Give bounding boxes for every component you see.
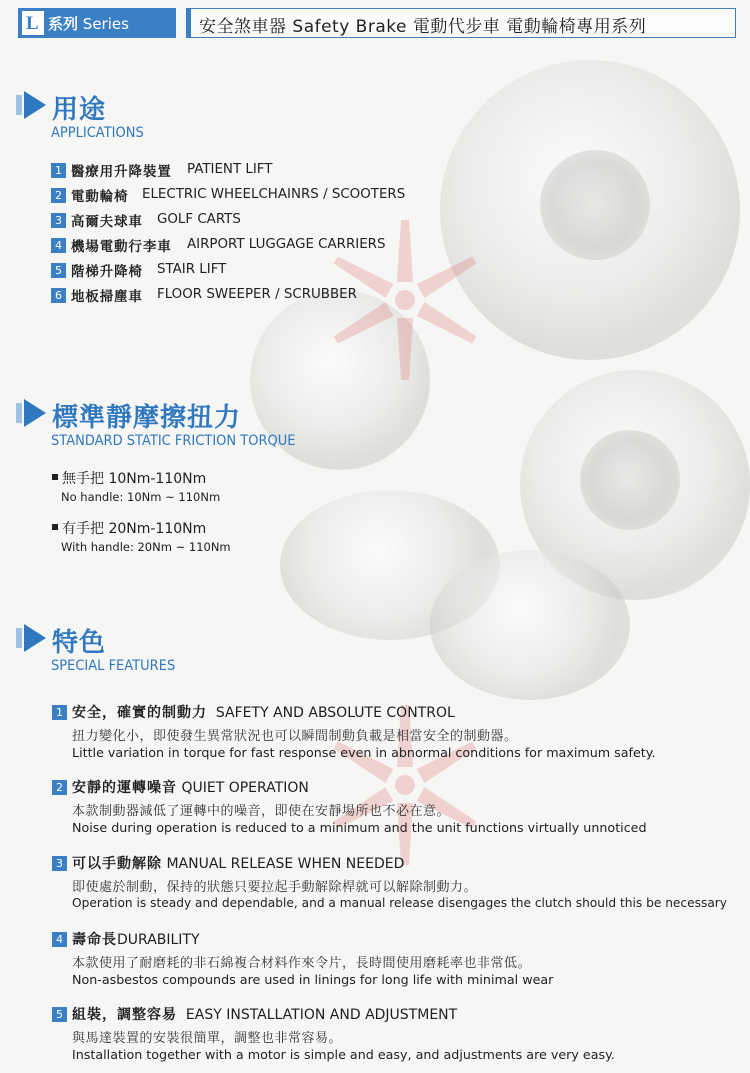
feature-desc-en: Operation is steady and dependable, and a manual release disengages the clutch should this be necessary xyxy=(72,896,728,910)
feature-title-en: DURABILITY xyxy=(117,932,200,948)
series-letter-box xyxy=(22,11,44,35)
arrow-right-icon xyxy=(16,91,46,119)
feature-desc-en: Noise during operation is reduced to a minimum and the unit functions virtually unnoticed xyxy=(72,820,647,835)
arrow-right-icon xyxy=(16,624,46,652)
brake-photo-hub xyxy=(540,150,650,260)
section-title-zh: 標準靜摩擦扭力 xyxy=(52,403,242,433)
number-badge: 3 xyxy=(52,856,67,871)
feature-desc-en: Installation together with a motor is simple and easy, and adjustments are very easy. xyxy=(72,1047,615,1062)
feature-title-en: MANUAL RELEASE WHEN NEEDED xyxy=(166,856,405,872)
feature-title-en: EASY INSTALLATION AND ADJUSTMENT xyxy=(185,1007,458,1023)
section-title-en: APPLICATIONS xyxy=(51,125,144,141)
feature-title-en: QUIET OPERATION xyxy=(181,780,309,796)
brake-photo-bottom xyxy=(430,550,630,700)
feature-title-zh: 安全，確實的制動力 xyxy=(72,705,207,721)
feature-desc-zh: 本款使用了耐磨耗的非石綿複合材料作來令片，長時間使用磨耗率也非常低。 xyxy=(72,956,532,971)
number-badge: 5 xyxy=(51,263,66,278)
section-title-en: STANDARD STATIC FRICTION TORQUE xyxy=(51,433,296,449)
number-badge: 4 xyxy=(51,238,66,253)
arrow-right-icon xyxy=(16,399,46,427)
feature-title-zh: 可以手動解除 xyxy=(72,856,162,872)
feature-title-zh: 壽命長 xyxy=(72,932,117,948)
series-badge xyxy=(18,8,176,38)
item-label-en: PATIENT LIFT xyxy=(187,162,273,177)
section-title-en: SPECIAL FEATURES xyxy=(51,658,176,674)
torque-range-zh: 無手把 10Nm-110Nm xyxy=(62,471,207,487)
torque-range-en: With handle: 20Nm ~ 110Nm xyxy=(61,540,231,554)
feature-desc-zh: 與馬達裝置的安裝很簡單，調整也非常容易。 xyxy=(72,1031,343,1046)
brake-photo-right-hub xyxy=(580,430,680,530)
bullet-square-icon xyxy=(52,524,58,530)
series-label-en: Series xyxy=(82,15,129,33)
item-label-zh: 電動輪椅 xyxy=(71,190,129,205)
feature-title-en: SAFETY AND ABSOLUTE CONTROL xyxy=(215,705,455,721)
series-label-zh: 系列 xyxy=(48,15,79,33)
series-letter: L xyxy=(26,13,39,34)
page-title: 安全煞車器 Safety Brake 電動代步車 電動輪椅專用系列 xyxy=(199,17,647,37)
item-label-zh: 地板掃塵車 xyxy=(71,290,143,305)
feature-title-zh: 安靜的運轉噪音 xyxy=(72,780,177,796)
feature-title-zh: 組裝，調整容易 xyxy=(72,1007,177,1023)
feature-desc-zh: 本款制動器減低了運轉中的噪音，即使在安靜場所也不必在意。 xyxy=(72,804,451,819)
torque-range-en: No handle: 10Nm ~ 110Nm xyxy=(61,490,221,504)
item-label-en: FLOOR SWEEPER / SCRUBBER xyxy=(157,287,357,302)
item-label-zh: 機場電動行李車 xyxy=(71,240,172,255)
item-label-en: GOLF CARTS xyxy=(157,212,241,227)
number-badge: 3 xyxy=(51,213,66,228)
feature-desc-en: Little variation in torque for fast response even in abnormal conditions for maximum safety. xyxy=(72,745,656,760)
number-badge: 6 xyxy=(51,288,66,303)
section-title-zh: 特色 xyxy=(52,628,107,658)
section-title-zh: 用途 xyxy=(52,95,107,125)
item-label-en: AIRPORT LUGGAGE CARRIERS xyxy=(187,237,386,252)
item-label-en: ELECTRIC WHEELCHAINRS / SCOOTERS xyxy=(142,187,406,202)
feature-desc-zh: 即使處於制動，保持的狀態只要拉起手動解除桿就可以解除制動力。 xyxy=(72,880,478,895)
bullet-square-icon xyxy=(52,474,58,480)
feature-desc-en: Non-asbestos compounds are used in linings for long life with minimal wear xyxy=(72,972,554,987)
item-label-zh: 醫療用升降裝置 xyxy=(71,165,172,180)
number-badge: 4 xyxy=(52,932,67,947)
item-label-en: STAIR LIFT xyxy=(157,262,227,277)
feature-desc-zh: 扭力變化小，即使發生異常狀況也可以瞬間制動負載是相當安全的制動器。 xyxy=(72,729,518,744)
item-label-zh: 階梯升降椅 xyxy=(71,265,143,280)
torque-range-zh: 有手把 20Nm-110Nm xyxy=(62,521,207,537)
page-header xyxy=(18,8,734,38)
number-badge: 2 xyxy=(52,780,67,795)
number-badge: 1 xyxy=(51,163,66,178)
number-badge: 2 xyxy=(51,188,66,203)
number-badge: 5 xyxy=(52,1007,67,1022)
title-bar xyxy=(186,8,736,38)
item-label-zh: 高爾夫球車 xyxy=(71,215,143,230)
number-badge: 1 xyxy=(52,705,67,720)
